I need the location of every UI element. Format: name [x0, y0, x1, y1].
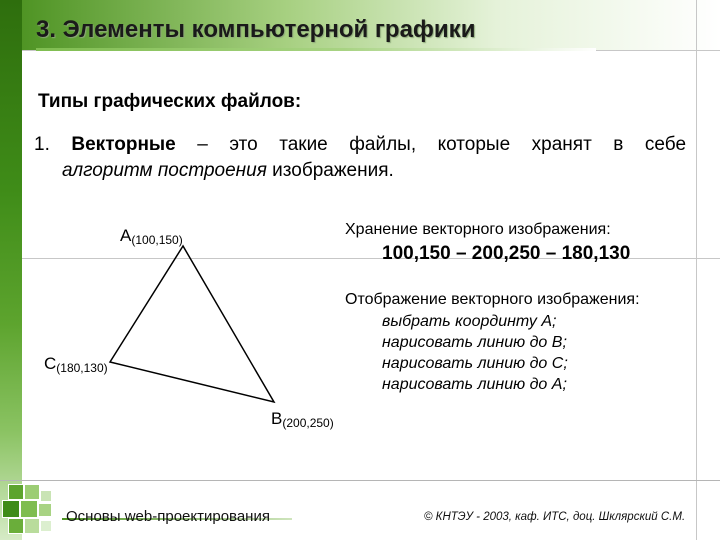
- decor-square: [24, 518, 40, 534]
- triangle-shape: [110, 246, 274, 402]
- vertex-b-coord: (200,250): [282, 416, 334, 430]
- storage-heading: Хранение векторного изображения:: [345, 221, 611, 238]
- vertex-c-label: [44, 354, 108, 375]
- decor-square: [24, 484, 40, 500]
- term-vector: Векторные: [71, 134, 176, 155]
- display-step: нарисовать линию до C;: [382, 355, 568, 372]
- vertex-a-label: [120, 226, 183, 247]
- storage-value: 100,150 – 200,250 – 180,130: [382, 243, 631, 264]
- vertex-c-coord: (180,130): [56, 361, 108, 375]
- decor-square: [2, 500, 20, 518]
- italic-phrase: алгоритм построения: [62, 160, 267, 181]
- decor-square: [8, 518, 24, 534]
- subtitle: Типы графических файлов:: [38, 91, 302, 112]
- decor-square: [38, 503, 52, 517]
- vertex-c-letter: C: [44, 354, 57, 373]
- definition-text-end: изображения.: [272, 160, 394, 181]
- decor-square: [40, 490, 52, 502]
- display-step: нарисовать линию до B;: [382, 334, 567, 351]
- vertex-b-label: [271, 409, 334, 430]
- decor-square: [20, 500, 38, 518]
- footer-copyright: © КНТЭУ - 2003, каф. ИТС, доц. Шклярский С.М.: [424, 511, 686, 523]
- display-step: нарисовать линию до A;: [382, 376, 567, 393]
- display-heading: Отображение векторного изображения:: [345, 291, 640, 308]
- slide-title: 3. Элементы компьютерной графики: [36, 16, 476, 43]
- vertex-a-coord: (100,150): [131, 233, 183, 247]
- display-step: выбрать координту A;: [382, 313, 557, 330]
- vertex-b-letter: B: [271, 409, 283, 428]
- definition-text: – это такие файлы, которые хранят в себе: [197, 134, 687, 155]
- list-number: 1.: [34, 134, 50, 155]
- footer-course-title: Основы web-проектирования: [66, 508, 270, 525]
- vertex-a-letter: A: [120, 226, 132, 245]
- decor-square: [8, 484, 24, 500]
- decor-square: [40, 520, 52, 532]
